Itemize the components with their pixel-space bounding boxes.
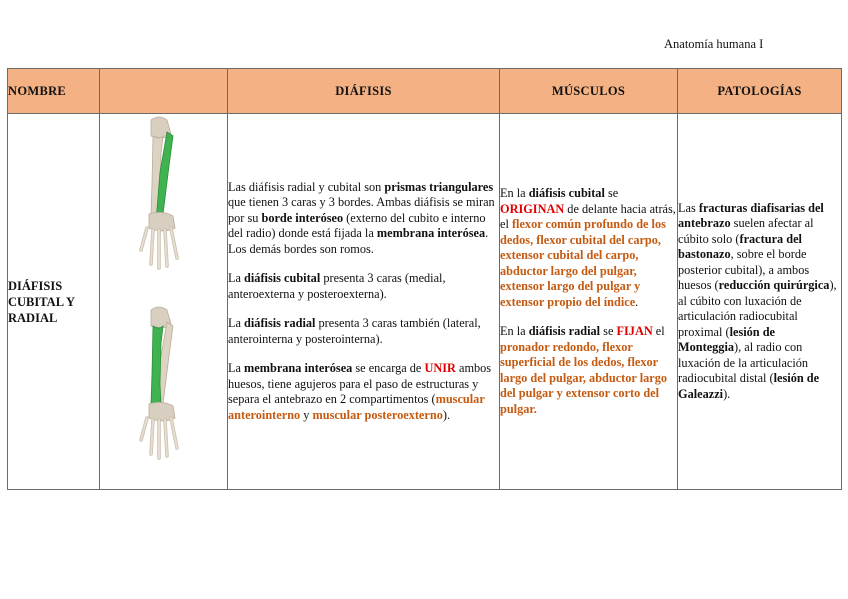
bold-term: fractura del bastonazo (678, 231, 802, 262)
text: Las (678, 200, 699, 215)
patologias-cell (678, 114, 842, 490)
bold-term: prismas triangulares (384, 179, 494, 194)
header-nombre: NOMBRE (8, 69, 100, 114)
text: , sobre el borde posterior cubital), a ambos huesos ( (678, 247, 810, 293)
header-image-cell (100, 69, 228, 114)
text: Las diáfisis radial y cubital son (228, 179, 385, 194)
bold-term: fracturas diafisarias del antebrazo (678, 200, 824, 231)
diafisis-paragraph-1 (228, 180, 499, 258)
text: La (228, 316, 245, 331)
text: suelen afectar al cúbito solo ( (678, 216, 814, 246)
text: presenta 3 caras (medial, anteroexterna y posteroexterna). (228, 271, 446, 301)
text: se (604, 186, 619, 200)
text: ). (723, 386, 731, 401)
text: . (635, 294, 639, 309)
header-diafisis: DIÁFISIS (228, 69, 500, 114)
highlight-term: muscular anterointerno (228, 392, 485, 422)
bold-term: membrana interósea (244, 361, 353, 376)
bold-term: lesión de Galeazzi (678, 371, 820, 401)
text: ambos huesos, tiene agujeros para el paso de estructuras y separa el antebrazo en 2 compartimentos ( (228, 361, 492, 407)
text: (externo del cubito e interno del radio) donde está fijada la (228, 210, 486, 241)
forearm-bones-illustration (129, 114, 199, 484)
text: presenta 3 caras también (lateral, anterointerna y posterointerna). (228, 316, 481, 346)
table-row (8, 114, 842, 490)
anatomy-table (7, 68, 842, 490)
red-term: FIJAN (616, 324, 653, 338)
bold-term: borde interóseo (261, 210, 344, 225)
image-cell (100, 114, 228, 490)
highlight-term: muscular posteroexterno (312, 407, 443, 422)
diafisis-cell (228, 114, 500, 490)
text: En la (500, 324, 529, 338)
text: se encarga de (352, 361, 425, 376)
highlight-term: flexor común profundo de los dedos, flexor cubital del carpo, extensor cubital del carpo, abductor largo del pulgar, extensor largo del pulgar y extensor propio del índice (500, 217, 666, 309)
patologias-paragraph (678, 201, 841, 403)
bold-term: lesión de Monteggia (678, 324, 776, 355)
document-header: Anatomía humana I (664, 37, 764, 51)
diafisis-paragraph-2 (228, 271, 499, 302)
nombre-cell: DIÁFISIS CUBITAL Y RADIAL (8, 114, 100, 490)
text: . Los demás bordes son romos. (228, 226, 489, 256)
text: En la (500, 186, 529, 200)
text: que tienen 3 caras y 3 bordes. Ambas diáfisis se miran por su (228, 195, 495, 225)
bold-term: reducción quirúrgica (718, 278, 830, 293)
musculos-paragraph-2 (500, 324, 677, 417)
bold-term: diáfisis cubital (528, 186, 605, 200)
musculos-paragraph-1 (500, 186, 677, 310)
text: ), al cúbito con luxación de articulación radiocubital proximal ( (678, 278, 837, 339)
text: el (652, 324, 665, 338)
highlight-term: pronador redondo, flexor superficial de los dedos, flexor largo del pulgar, abductor largo del pulgar y extensor corto del pulgar. (500, 339, 668, 416)
bold-term: diáfisis radial (528, 324, 601, 338)
header-musculos: MÚSCULOS (500, 69, 678, 114)
text: de delante hacia atrás, el (500, 201, 676, 231)
diafisis-paragraph-4 (228, 361, 499, 423)
forearm-radius-highlight-image (141, 307, 177, 458)
header-patologias: PATOLOGÍAS (678, 69, 842, 114)
forearm-ulna-highlight-image (141, 117, 177, 268)
red-term: ORIGINAN (500, 201, 565, 216)
text: y (300, 407, 313, 422)
text: ). (442, 407, 451, 422)
table-header-row (8, 69, 842, 114)
text: se (600, 324, 617, 338)
bold-term: membrana interósea (376, 226, 486, 241)
text: La (228, 271, 245, 286)
bold-term: diáfisis radial (244, 316, 316, 331)
musculos-cell (500, 114, 678, 490)
text: La (228, 361, 245, 376)
diafisis-paragraph-3 (228, 316, 499, 347)
text: ), al radio con luxación de la articulación radiocubital distal ( (678, 340, 809, 386)
bold-term: diáfisis cubital (244, 271, 321, 286)
red-term: UNIR (424, 361, 456, 376)
